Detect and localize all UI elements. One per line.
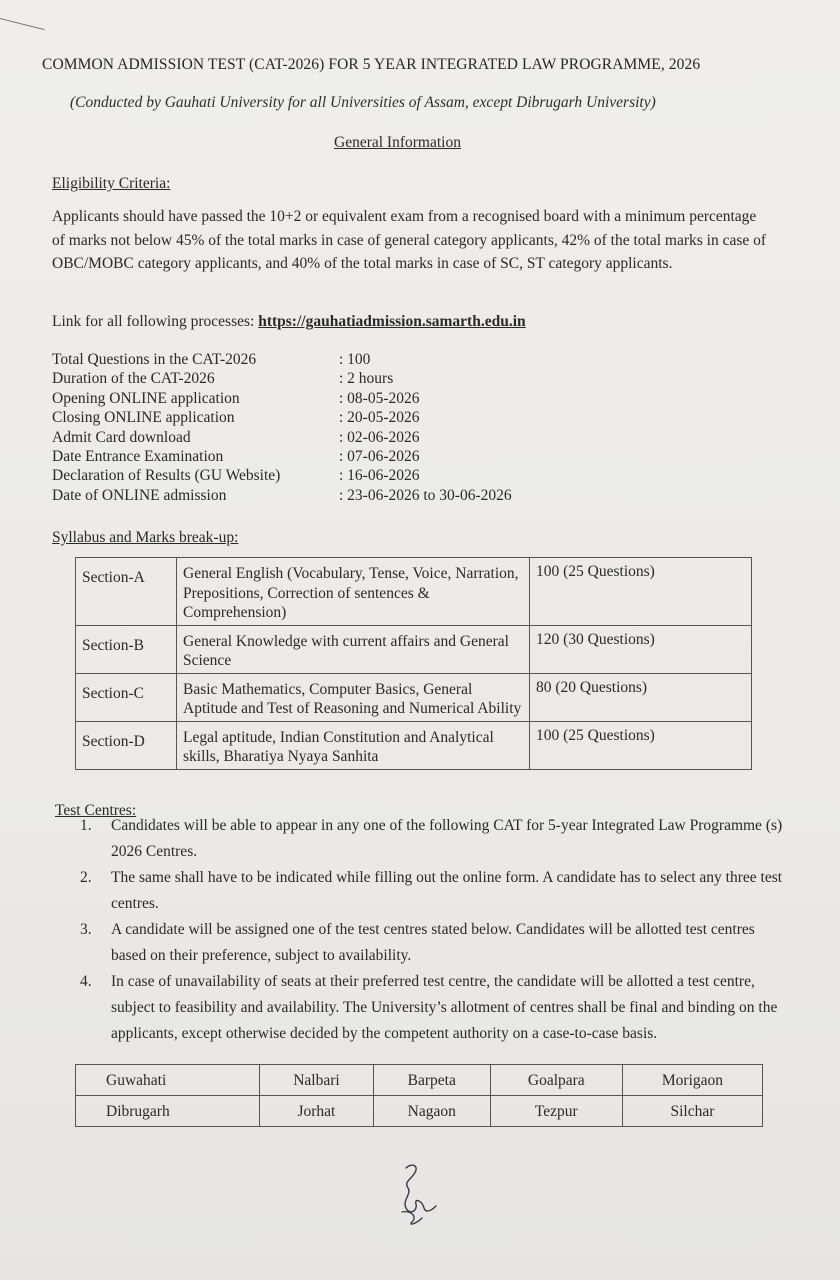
topics-cell: Basic Mathematics, Computer Basics, General Aptitude and Test of Reasoning and Numerical Ability xyxy=(177,673,530,721)
table-row xyxy=(76,558,752,626)
syllabus-table xyxy=(75,557,752,770)
test-centres-heading: Test Centres: xyxy=(55,802,137,819)
info-row xyxy=(52,466,612,485)
info-row xyxy=(52,447,612,466)
link-label: Link for all following processes: xyxy=(52,313,259,330)
list-item xyxy=(80,813,790,865)
section-cell: Section-D xyxy=(76,721,177,769)
table-row xyxy=(76,673,752,721)
centre-cell: Tezpur xyxy=(490,1096,622,1127)
table-row xyxy=(76,721,752,769)
marks-cell: 80 (20 Questions) xyxy=(530,673,752,721)
info-key: Date Entrance Examination xyxy=(52,447,224,465)
syllabus-heading: Syllabus and Marks break-up: xyxy=(52,529,239,546)
eligibility-heading: Eligibility Criteria: xyxy=(52,175,171,192)
info-key: Declaration of Results (GU Website) xyxy=(52,467,281,485)
info-value: : 08-05-2026 xyxy=(339,389,420,407)
centre-cell: Goalpara xyxy=(490,1065,622,1096)
centre-cell: Nalbari xyxy=(260,1065,374,1096)
topics-cell: Legal aptitude, Indian Constitution and Analytical skills, Bharatiya Nyaya Sanhita xyxy=(177,721,530,769)
centre-cell: Jorhat xyxy=(260,1096,374,1127)
centre-cell: Nagaon xyxy=(373,1096,490,1127)
info-key: Date of ONLINE admission xyxy=(52,486,227,504)
centre-cell: Morigaon xyxy=(622,1065,762,1096)
info-value: : 20-05-2026 xyxy=(339,409,420,427)
item-text: Candidates will be able to appear in any one of the following CAT for 5-year Integrated Law Programme (s) 2026 Centres. xyxy=(111,817,783,860)
list-item xyxy=(80,865,790,917)
info-row xyxy=(52,428,612,447)
centre-cell: Barpeta xyxy=(373,1065,490,1096)
document-title: COMMON ADMISSION TEST (CAT-2026) FOR 5 YEAR INTEGRATED LAW PROGRAMME, 2026 xyxy=(42,56,701,73)
info-key: Opening ONLINE application xyxy=(52,389,240,407)
key-info-list xyxy=(52,350,612,505)
admission-url-link[interactable]: https://gauhatiadmission.samarth.edu.in xyxy=(258,313,526,330)
list-item xyxy=(80,917,790,969)
info-value: : 23-06-2026 to 30-06-2026 xyxy=(339,486,512,504)
info-value: : 07-06-2026 xyxy=(339,447,420,465)
eligibility-text: Applicants should have passed the 10+2 or equivalent exam from a recognised board with a minimum percentage of marks not below 45% of the total marks in case of general category applicants, 42% of the total marks in case of OBC/MOBC category applicants, and 40% of the total marks in case of SC, ST category applicants. xyxy=(52,208,767,272)
info-key: Total Questions in the CAT-2026 xyxy=(52,351,257,368)
item-text: A candidate will be assigned one of the test centres stated below. Candidates will be allotted test centres based on their preference, subject to availability. xyxy=(111,921,755,964)
info-row xyxy=(52,408,612,427)
item-number: 2. xyxy=(80,869,92,886)
table-row xyxy=(76,625,752,673)
info-value: : 16-06-2026 xyxy=(339,467,420,485)
table-row xyxy=(76,1096,763,1127)
section-cell: Section-C xyxy=(76,673,177,721)
list-item xyxy=(80,969,790,1047)
handwritten-signature xyxy=(392,1160,442,1230)
marks-cell: 100 (25 Questions) xyxy=(530,721,752,769)
item-number: 3. xyxy=(80,921,92,938)
info-value: : 100 xyxy=(339,351,371,368)
test-centres-list xyxy=(80,813,790,1047)
topics-cell: General English (Vocabulary, Tense, Voice, Narration, Prepositions, Correction of sentences & Comprehension) xyxy=(177,558,530,626)
marks-cell: 100 (25 Questions) xyxy=(530,558,752,626)
section-cell: Section-A xyxy=(76,558,177,626)
centre-cell: Silchar xyxy=(622,1096,762,1127)
info-row xyxy=(52,389,612,408)
info-row xyxy=(52,350,612,369)
marks-cell: 120 (30 Questions) xyxy=(530,625,752,673)
topics-cell: General Knowledge with current affairs and General Science xyxy=(177,625,530,673)
info-value: : 02-06-2026 xyxy=(339,428,420,446)
section-cell: Section-B xyxy=(76,625,177,673)
table-row xyxy=(76,1065,763,1096)
page-fold-mark xyxy=(0,18,45,50)
info-key: Admit Card download xyxy=(52,428,191,446)
info-key: Duration of the CAT-2026 xyxy=(52,370,215,388)
general-information-heading: General Information xyxy=(334,134,461,151)
item-number: 4. xyxy=(80,973,92,990)
item-text: In case of unavailability of seats at their preferred test centre, the candidate will be allotted a test centre, subject to feasibility and availability. The University’s allotment of centres shall be final and binding on the applicants, except otherwise decided by the competent authority on a case-to-case basis. xyxy=(111,973,778,1042)
centre-cell: Dibrugarh xyxy=(76,1096,260,1127)
centres-table xyxy=(75,1064,763,1127)
info-row xyxy=(52,486,612,505)
item-number: 1. xyxy=(80,817,92,834)
item-text: The same shall have to be indicated while filling out the online form. A candidate has to select any three test centres. xyxy=(111,869,783,912)
link-line xyxy=(52,313,772,331)
centre-cell: Guwahati xyxy=(76,1065,260,1096)
info-value: : 2 hours xyxy=(339,370,394,388)
info-row xyxy=(52,369,612,388)
document-subtitle: (Conducted by Gauhati University for all Universities of Assam, except Dibrugarh University) xyxy=(70,94,656,111)
info-key: Closing ONLINE application xyxy=(52,409,235,427)
